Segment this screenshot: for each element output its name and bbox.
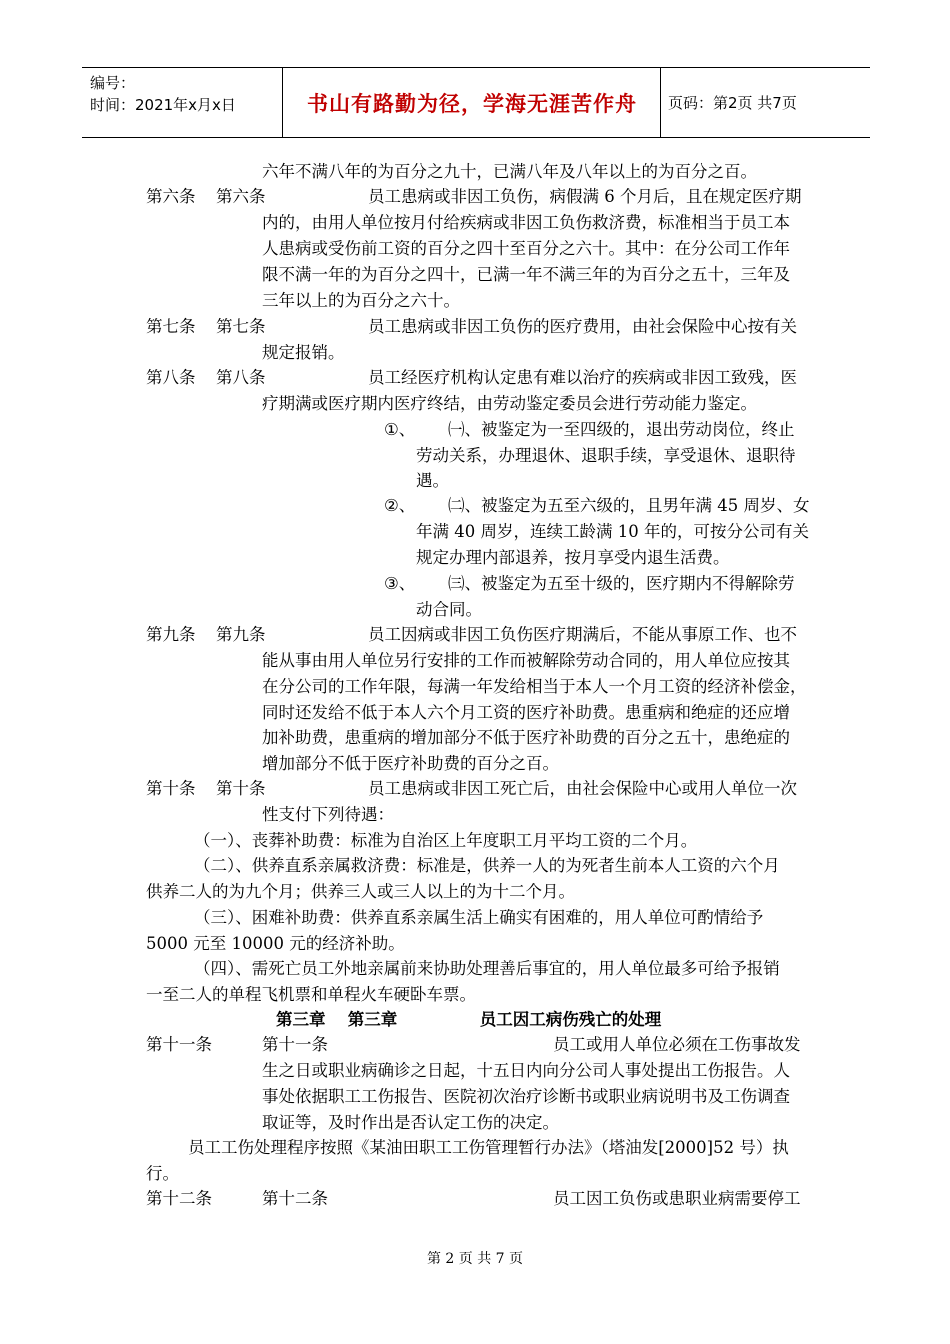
doc-date-label: 时间：2021年x月x日 xyxy=(90,96,236,114)
chapter-heading: 第三章 第三章 员工因工病伤残亡的处理 xyxy=(276,1010,662,1029)
page-footer: 第 2 页 共 7 页 xyxy=(426,1251,524,1267)
article-number: 第八条 xyxy=(146,368,196,387)
text-line: 在分公司的工作年限，每满一年发给相当于本人一个月工资的经济补偿金， xyxy=(262,677,807,696)
text-line: 行。 xyxy=(146,1164,179,1183)
text-line: 5000 元至 10000 元的经济补助。 xyxy=(146,934,405,953)
text-line: 劳动关系，办理退休、退职手续，享受退休、退职待 xyxy=(416,446,796,465)
text-line: 年满 40 周岁，连续工龄满 10 年的，可按分公司有关 xyxy=(416,522,809,541)
text-line: 员工经医疗机构认定患有难以治疗的疾病或非因工致残，医 xyxy=(368,368,797,387)
text-line: 增加部分不低于医疗补助费的百分之百。 xyxy=(262,754,559,773)
article-number: 第十二条 xyxy=(262,1189,328,1208)
text-line: 规定报销。 xyxy=(262,343,345,362)
article-number: 第九条 xyxy=(216,625,266,644)
text-line: 员工因病或非因工负伤医疗期满后，不能从事原工作、也不 xyxy=(368,625,797,644)
page-header xyxy=(82,67,870,138)
article-number: 第六条 xyxy=(146,187,196,206)
text-line: 事处依据职工工伤报告、医院初次治疗诊断书或职业病说明书及工伤调查 xyxy=(262,1087,790,1106)
text-line: 生之日或职业病确诊之日起，十五日内向分公司人事处提出工伤报告。人 xyxy=(262,1061,790,1080)
article-number: 第八条 xyxy=(216,368,266,387)
text-line: 人患病或受伤前工资的百分之四十至百分之六十。其中：在分公司工作年 xyxy=(262,239,790,258)
list-marker: ③、 xyxy=(384,574,416,593)
text-line: 员工患病或非因工死亡后，由社会保险中心或用人单位一次 xyxy=(368,779,797,798)
text-line: （三）、困难补助费：供养直系亲属生活上确实有困难的，用人单位可酌情给予 xyxy=(194,908,764,927)
article-number: 第九条 xyxy=(146,625,196,644)
header-divider xyxy=(660,68,661,137)
text-line: 员工或用人单位必须在工伤事故发 xyxy=(553,1035,801,1054)
article-number: 第十条 xyxy=(146,779,196,798)
article-number: 第六条 xyxy=(216,187,266,206)
doc-number-label: 编号： xyxy=(90,74,136,92)
list-marker: ①、 xyxy=(384,420,416,439)
article-number: 第七条 xyxy=(146,317,196,336)
text-line: 六年不满八年的为百分之九十，已满八年及八年以上的为百分之百。 xyxy=(262,162,757,181)
text-line: 员工患病或非因工负伤的医疗费用，由社会保险中心按有关 xyxy=(368,317,797,336)
text-line: 限不满一年的为百分之四十，已满一年不满三年的为百分之五十，三年及 xyxy=(262,265,790,284)
article-number: 第十条 xyxy=(216,779,266,798)
text-line: 员工工伤处理程序按照《某油田职工工伤管理暂行办法》（塔油发[2000]52 号）执 xyxy=(188,1138,789,1157)
text-line: ㈢、被鉴定为五至十级的，医疗期内不得解除劳 xyxy=(448,574,795,593)
article-number: 第十一条 xyxy=(146,1035,212,1054)
text-line: （四）、需死亡员工外地亲属前来协助处理善后事宜的，用人单位最多可给予报销 xyxy=(194,959,780,978)
text-line: 加补助费，患重病的增加部分不低于医疗补助费的百分之五十，患绝症的 xyxy=(262,728,790,747)
text-line: 员工因工负伤或患职业病需要停工 xyxy=(553,1189,801,1208)
text-line: 内的，由用人单位按月付给疾病或非因工负伤救济费，标准相当于员工本 xyxy=(262,213,790,232)
text-line: （二）、供养直系亲属救济费：标准是，供养一人的为死者生前本人工资的六个月 xyxy=(194,856,780,875)
text-line: 取证等，及时作出是否认定工伤的决定。 xyxy=(262,1113,559,1132)
text-line: 规定办理内部退养，按月享受内退生活费。 xyxy=(416,548,730,567)
text-line: 三年以上的为百分之六十。 xyxy=(262,291,460,310)
header-motto: 书山有路勤为径，学海无涯苦作舟 xyxy=(307,91,637,116)
text-line: 动合同。 xyxy=(416,600,482,619)
header-meta xyxy=(90,72,236,116)
article-number: 第十二条 xyxy=(146,1189,212,1208)
text-line: 员工患病或非因工负伤，病假满 6 个月后，且在规定医疗期 xyxy=(368,187,802,206)
text-line: 供养二人的为九个月；供养三人或三人以上的为十二个月。 xyxy=(146,882,575,901)
text-line: 一至二人的单程飞机票和单程火车硬卧车票。 xyxy=(146,985,476,1004)
article-number: 第十一条 xyxy=(262,1035,328,1054)
text-line: 性支付下列待遇： xyxy=(262,805,394,824)
header-page-info: 页码：第2页 共7页 xyxy=(668,94,797,112)
text-line: （一）、丧葬补助费：标准为自治区上年度职工月平均工资的二个月。 xyxy=(194,831,698,850)
text-line: ㈡、被鉴定为五至六级的，且男年满 45 周岁、女 xyxy=(448,496,810,515)
text-line: 遇。 xyxy=(416,471,449,490)
text-line: 疗期满或医疗期内医疗终结，由劳动鉴定委员会进行劳动能力鉴定。 xyxy=(262,394,757,413)
article-number: 第七条 xyxy=(216,317,266,336)
text-line: 能从事由用人单位另行安排的工作而被解除劳动合同的，用人单位应按其 xyxy=(262,651,790,670)
list-marker: ②、 xyxy=(384,496,416,515)
text-line: 同时还发给不低于本人六个月工资的医疗补助费。患重病和绝症的还应增 xyxy=(262,703,790,722)
text-line: ㈠、被鉴定为一至四级的，退出劳动岗位，终止 xyxy=(448,420,795,439)
